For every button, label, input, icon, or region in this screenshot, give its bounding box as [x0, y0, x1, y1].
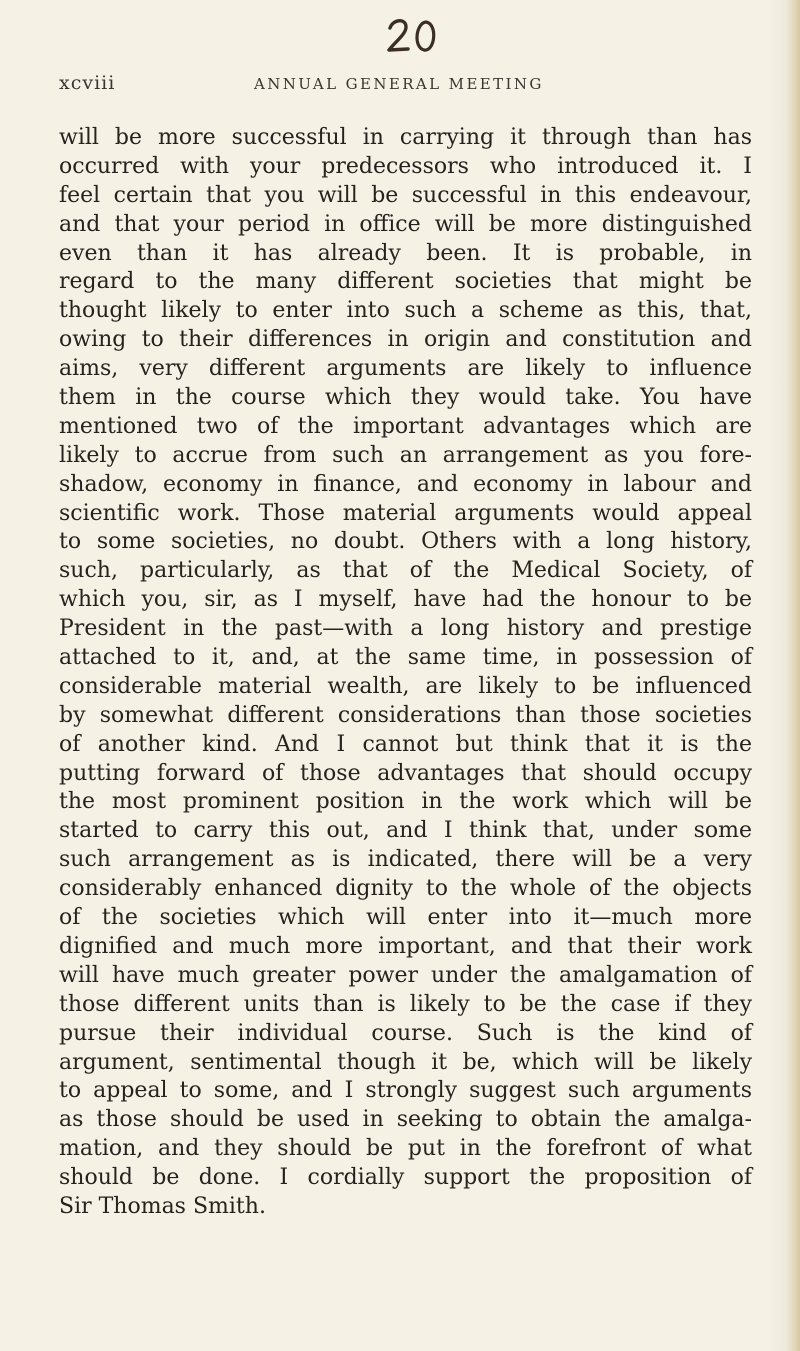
text-line: will have much greater power under the amalgamation of — [59, 962, 752, 988]
text-line: by somewhat different considerations than those societies — [59, 702, 752, 728]
text-line: will be more successful in carrying it through than has — [59, 125, 752, 150]
text-line: which you, sir, as I myself, have had the honour to be — [59, 587, 752, 613]
page-number: xcviii — [59, 72, 116, 94]
text-line: as those should be used in seeking to obtain the amalga- — [59, 1107, 752, 1133]
text-line: should be done. I cordially support the proposition of — [59, 1165, 752, 1191]
text-line: thought likely to enter into such a scheme as this, that, — [59, 298, 752, 324]
text-line: considerable material wealth, are likely to be influenced — [59, 673, 752, 699]
text-line: President in the past—with a long history and prestige — [59, 616, 752, 642]
page-header — [59, 72, 740, 98]
text-line: of another kind. And I cannot but think that it is the — [59, 731, 752, 757]
text-line: attached to it, and, at the same time, in possession of — [59, 645, 752, 671]
handwritten-page-annotation — [384, 14, 444, 58]
text-line: scientific work. Those material arguments would appeal — [59, 500, 752, 526]
text-line: feel certain that you will be successful in this endeavour, — [59, 182, 752, 208]
body-text — [59, 124, 752, 1222]
text-line: aims, very different arguments are likely to influence — [59, 356, 752, 382]
text-line: likely to accrue from such an arrangement as you fore- — [59, 442, 752, 468]
text-line: those different units than is likely to be the case if they — [59, 991, 752, 1017]
text-line-last: Sir Thomas Smith. — [59, 1193, 266, 1219]
text-line: argument, sentimental though it be, which will be likely — [59, 1049, 752, 1075]
text-line: pursue their individual course. Such is the kind of — [59, 1020, 752, 1046]
text-line: putting forward of those advantages that should occupy — [59, 760, 752, 786]
text-line: dignified and much more important, and that their work — [59, 933, 752, 959]
text-line: the most prominent position in the work which will be — [59, 789, 752, 815]
text-line: such, particularly, as that of the Medical Society, of — [59, 558, 752, 584]
text-line: to appeal to some, and I strongly suggest such arguments — [59, 1078, 752, 1104]
text-line: them in the course which they would take. You have — [59, 385, 752, 411]
text-line: considerably enhanced dignity to the whole of the objects — [59, 876, 752, 902]
text-line: mentioned two of the important advantages which are — [59, 413, 752, 439]
text-line: mation, and they should be put in the forefront of what — [59, 1136, 752, 1162]
handwritten-number-drawing — [384, 14, 444, 58]
text-line: shadow, economy in finance, and economy in labour and — [59, 471, 752, 497]
running-head: ANNUAL GENERAL MEETING — [254, 75, 544, 93]
text-line: of the societies which will enter into it—much more — [59, 905, 752, 931]
text-line: to some societies, no doubt. Others with a long history, — [59, 529, 752, 555]
page-edge-shadow — [786, 0, 800, 1351]
text-line: such arrangement as is indicated, there will be a very — [59, 847, 752, 873]
text-line: occurred with your predecessors who introduced it. I — [59, 153, 752, 179]
text-line: even than it has already been. It is probable, in — [59, 240, 752, 266]
text-line: and that your period in office will be more distinguished — [59, 211, 752, 237]
text-line: started to carry this out, and I think that, under some — [59, 818, 752, 844]
text-line: regard to the many different societies that might be — [59, 269, 752, 295]
text-line: owing to their differences in origin and constitution and — [59, 327, 752, 353]
